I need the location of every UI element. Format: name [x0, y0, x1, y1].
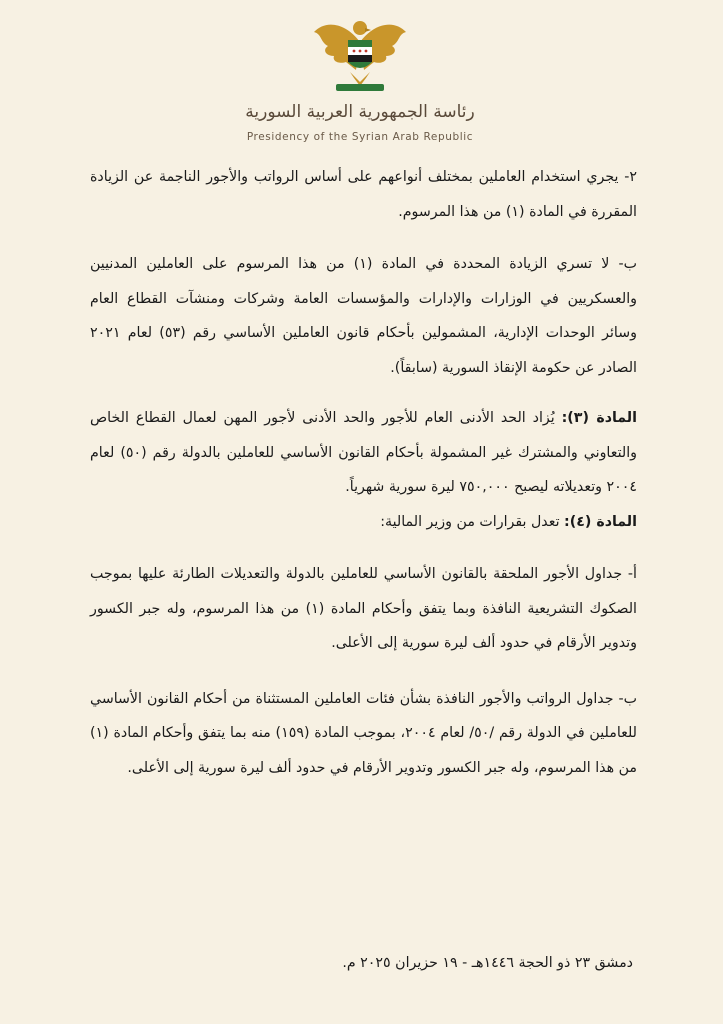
header-title-english: Presidency of the Syrian Arab Republic: [246, 131, 474, 143]
signature-date-line: دمشق ٢٣ ذو الحجة ١٤٤٦هـ - ١٩ حزيران ٢٠٢٥ م.: [342, 955, 633, 971]
paragraph-b: ب- لا تسري الزيادة المحددة في المادة (١) من هذا المرسوم على العاملين المدنيين والعسكريين في الوزارات والإدارات والمؤسسات العامة وشركات ومنشآت القطاع العام وسائر الوحدات الإدارية، المشمولين بأحكام قانون العاملين الأساسي رقم (٥٣) لعام ٢٠٢١ الصادر عن حكومة الإنقاذ السورية (سابقاً).: [90, 256, 638, 376]
decree-body: [90, 160, 637, 785]
article-4-label: المادة (٤):: [564, 513, 637, 530]
header-title-arabic: رئاسة الجمهورية العربية السورية: [245, 102, 475, 122]
article-4: [90, 505, 637, 540]
item-a: أ- جداول الأجور الملحقة بالقانون الأساسي للعاملين بالدولة والتعديلات الطارئة عليها بموجب الصكوك التشريعية النافذة وبما يتفق وأحكام المادة (١) من هذا المرسوم، وله جبر الكسور وتدوير الأرقام في حدود ألف ليرة سورية إلى الأعلى.: [90, 566, 637, 651]
eagle-emblem-icon: [310, 12, 410, 94]
article-4-text: تعدل بقرارات من وزير المالية:: [380, 513, 565, 530]
item-b: ب- جداول الرواتب والأجور النافذة بشأن فئات العاملين المستثناة من أحكام القانون الأساسي للعاملين في الدولة رقم /٥٠/ لعام ٢٠٠٤، بموجب المادة (١٥٩) منه بما يتفق وأحكام المادة (١) من هذا المرسوم، وله جبر الكسور وتدوير الأرقام في حدود ألف ليرة سورية إلى الأعلى.: [90, 690, 638, 776]
article-3: [90, 401, 637, 505]
paragraph-2: ٢- يجري استخدام العاملين بمختلف أنواعهم على أساس الرواتب والأجور الناجمة عن الزيادة المقررة في المادة (١) من هذا المرسوم.: [90, 169, 637, 220]
article-3-label: المادة (٣):: [561, 410, 637, 426]
article-3-text: يُزاد الحد الأدنى العام للأجور والحد الأدنى لأجور المهن لعمال القطاع الخاص والتعاوني والمشترك غير المشمولة بأحكام القانون الأساسي للعاملين بالدولة رقم (٥٠) لعام ٢٠٠٤ وتعديلاته ليصبح ٧٥٠,٠٠٠ ليرة سورية شهرياً.: [90, 410, 637, 495]
